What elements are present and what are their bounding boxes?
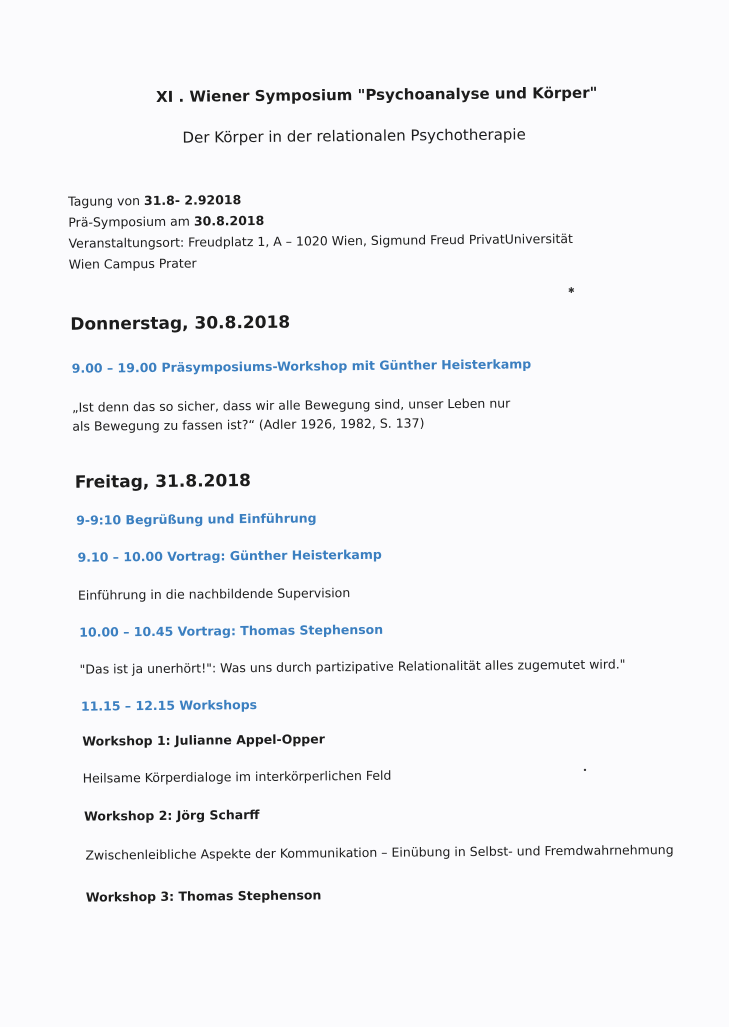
session-vortrag-heisterkamp: 9.10 – 10.00 Vortrag: Günther Heisterkamp xyxy=(77,546,382,565)
workshop-1-desc: Heilsame Körperdialoge im interkörperlichen Feld xyxy=(82,767,392,786)
session-workshops: 11.15 – 12.15 Workshops xyxy=(80,696,258,714)
workshop-1-title: Workshop 1: Julianne Appel-Opper xyxy=(82,731,325,749)
session-vortrag-stephenson: 10.00 – 10.45 Vortrag: Thomas Stephenson xyxy=(79,621,384,640)
session-begruessung: 9-9:10 Begrüßung und Einführung xyxy=(76,510,317,528)
info-prae xyxy=(68,210,264,233)
info-prae-label: Prä-Symposium am xyxy=(68,213,194,230)
info-tagung-value: 31.8- 2.92018 xyxy=(143,192,242,209)
scan-speck: • xyxy=(582,765,588,775)
day-heading-thursday: Donnerstag, 30.8.2018 xyxy=(70,312,291,335)
session-praesymposium: 9.00 – 19.00 Präsymposiums-Workshop mit Günther Heisterkamp xyxy=(71,356,532,376)
document-title: XI . Wiener Symposium "Psychoanalyse und Körper" xyxy=(156,83,598,106)
quote-line-1: „Ist denn das so sicher, dass wir alle Bewegung sind, unser Leben nur xyxy=(72,395,511,415)
document-subtitle: Der Körper in der relationalen Psychotherapie xyxy=(182,125,526,147)
info-ort-value: Freudplatz 1, A – 1020 Wien, Sigmund Freud PrivatUniversität xyxy=(188,230,573,250)
session-vortrag-stephenson-desc: "Das ist ja unerhört!": Was uns durch partizipative Relationalität alles zugemutet wird." xyxy=(79,656,626,677)
workshop-2-title: Workshop 2: Jörg Scharff xyxy=(83,806,260,824)
workshop-2-desc: Zwischenleibliche Aspekte der Kommunikation – Einübung in Selbst- und Fremdwahrnehmung xyxy=(85,842,674,863)
quote-line-2: als Bewegung zu fassen ist?“ (Adler 1926, 1982, S. 137) xyxy=(72,415,425,434)
info-prae-value: 30.8.2018 xyxy=(193,212,265,229)
day-heading-friday: Freitag, 31.8.2018 xyxy=(74,471,252,493)
scan-speck: ✱ xyxy=(567,285,575,295)
info-campus: Wien Campus Prater xyxy=(68,255,197,272)
info-tagung xyxy=(68,189,241,212)
info-ort xyxy=(68,228,573,254)
info-tagung-label: Tagung von xyxy=(68,193,145,209)
info-ort-label: Veranstaltungsort: xyxy=(68,234,189,251)
workshop-3-title: Workshop 3: Thomas Stephenson xyxy=(85,887,322,905)
session-vortrag-heisterkamp-desc: Einführung in die nachbildende Supervision xyxy=(77,585,351,603)
